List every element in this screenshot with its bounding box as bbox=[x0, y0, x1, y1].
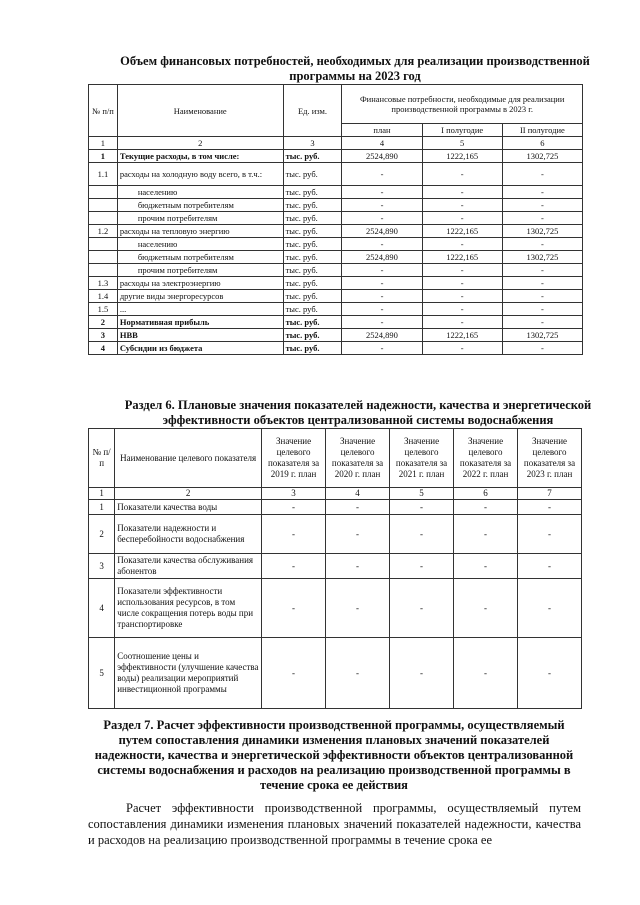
colnum: 5 bbox=[390, 488, 454, 500]
row-h2: - bbox=[502, 342, 582, 355]
header-2022: Значение целевого показателя за 2022 г. план bbox=[454, 429, 518, 488]
row-unit: тыс. руб. bbox=[283, 329, 342, 342]
row-name: Показатели качества воды bbox=[115, 500, 262, 515]
row-h2: - bbox=[502, 264, 582, 277]
row-h1: - bbox=[422, 303, 502, 316]
row-num: 3 bbox=[89, 329, 118, 342]
row-unit: тыс. руб. bbox=[283, 290, 342, 303]
row-h1: - bbox=[422, 264, 502, 277]
colnum: 3 bbox=[262, 488, 326, 500]
row-name: прочим потребителям bbox=[117, 212, 283, 225]
row-h2: - bbox=[502, 212, 582, 225]
row-h2: - bbox=[502, 163, 582, 186]
row-num: 1 bbox=[89, 500, 115, 515]
header-num: № п/ п bbox=[89, 429, 115, 488]
colnum: 4 bbox=[342, 137, 422, 150]
row-value: - bbox=[454, 579, 518, 638]
row-unit: тыс. руб. bbox=[283, 316, 342, 329]
table-row bbox=[89, 186, 583, 199]
row-h2: - bbox=[502, 199, 582, 212]
table-row bbox=[89, 303, 583, 316]
colnum-row bbox=[89, 488, 582, 500]
header-num: № п/п bbox=[89, 85, 118, 137]
row-unit: тыс. руб. bbox=[283, 251, 342, 264]
row-name: расходы на электроэнергию bbox=[117, 277, 283, 290]
row-num: 4 bbox=[89, 342, 118, 355]
row-h1: - bbox=[422, 163, 502, 186]
row-h1: - bbox=[422, 186, 502, 199]
row-value: - bbox=[454, 638, 518, 709]
row-num: 1.1 bbox=[89, 163, 118, 186]
table-row bbox=[89, 290, 583, 303]
row-unit: тыс. руб. bbox=[283, 163, 342, 186]
row-value: - bbox=[326, 638, 390, 709]
row-h2: - bbox=[502, 277, 582, 290]
row-h2: 1302,725 bbox=[502, 150, 582, 163]
row-name: Показатели эффективности использования ресурсов, в том числе сокращения потерь воды при транспортировке bbox=[115, 579, 262, 638]
row-h2: - bbox=[502, 290, 582, 303]
financial-needs-table bbox=[88, 84, 583, 355]
row-unit: тыс. руб. bbox=[283, 238, 342, 251]
row-h2: - bbox=[502, 303, 582, 316]
header-plan: план bbox=[342, 124, 422, 137]
row-plan: - bbox=[342, 264, 422, 277]
row-value: - bbox=[262, 579, 326, 638]
row-value: - bbox=[518, 579, 582, 638]
row-value: - bbox=[390, 638, 454, 709]
row-value: - bbox=[326, 579, 390, 638]
row-num: 1 bbox=[89, 150, 118, 163]
header-unit: Ед. изм. bbox=[283, 85, 342, 137]
row-name: населению bbox=[117, 238, 283, 251]
header-2023: Значение целевого показателя за 2023 г. план bbox=[518, 429, 582, 488]
colnum: 6 bbox=[454, 488, 518, 500]
row-num: 3 bbox=[89, 554, 115, 579]
colnum: 7 bbox=[518, 488, 582, 500]
section7-paragraph: Расчет эффективности производственной программы, осуществляемый путем сопоставления динамики изменения плановых значений показателей надежности, качества и расходов на реализацию производственной программы в течение срока ее bbox=[88, 801, 581, 847]
table-row bbox=[89, 264, 583, 277]
colnum: 3 bbox=[283, 137, 342, 150]
row-h2: - bbox=[502, 316, 582, 329]
row-name: бюджетным потребителям bbox=[117, 199, 283, 212]
row-value: - bbox=[518, 638, 582, 709]
row-plan: - bbox=[342, 342, 422, 355]
row-name: Показатели надежности и бесперебойности водоснабжения bbox=[115, 515, 262, 554]
table-row bbox=[89, 212, 583, 225]
row-name: прочим потребителям bbox=[117, 264, 283, 277]
row-name: ... bbox=[117, 303, 283, 316]
row-name: Нормативная прибыль bbox=[117, 316, 283, 329]
row-value: - bbox=[262, 500, 326, 515]
row-value: - bbox=[262, 638, 326, 709]
row-unit: тыс. руб. bbox=[283, 277, 342, 290]
row-h1: - bbox=[422, 199, 502, 212]
row-name: Соотношение цены и эффективности (улучшение качества воды) реализации мероприятий инвестиционной программы bbox=[115, 638, 262, 709]
table-row bbox=[89, 150, 583, 163]
table-row bbox=[89, 579, 582, 638]
row-h1: 1222,165 bbox=[422, 225, 502, 238]
header-2021: Значение целевого показателя за 2021 г. план bbox=[390, 429, 454, 488]
row-num: 1.3 bbox=[89, 277, 118, 290]
row-num bbox=[89, 199, 118, 212]
row-value: - bbox=[262, 554, 326, 579]
section7-title: Раздел 7. Расчет эффективности производственной программы, осуществляемый путем сопоставления динамики изменения плановых значений показателей надежности, качества и энергетической эффективности объектов централизованной системы водоснабжения и расходов на реализацию производственной программы в течение срока ее действия bbox=[94, 718, 574, 792]
row-h1: - bbox=[422, 342, 502, 355]
header-name: Наименование целевого показателя bbox=[115, 429, 262, 488]
table1-title: Объем финансовых потребностей, необходимых для реализации производственной программы на 2023 год bbox=[120, 54, 590, 83]
row-name: расходы на тепловую энергию bbox=[117, 225, 283, 238]
row-h2: - bbox=[502, 238, 582, 251]
row-value: - bbox=[390, 515, 454, 554]
row-value: - bbox=[262, 515, 326, 554]
row-h1: - bbox=[422, 277, 502, 290]
colnum: 6 bbox=[502, 137, 582, 150]
row-value: - bbox=[518, 554, 582, 579]
colnum: 2 bbox=[117, 137, 283, 150]
row-num: 2 bbox=[89, 515, 115, 554]
row-value: - bbox=[326, 554, 390, 579]
row-h1: - bbox=[422, 212, 502, 225]
row-num: 1.2 bbox=[89, 225, 118, 238]
row-h1: - bbox=[422, 290, 502, 303]
row-value: - bbox=[454, 515, 518, 554]
row-plan: 2524,890 bbox=[342, 329, 422, 342]
row-h1: 1222,165 bbox=[422, 150, 502, 163]
row-plan: - bbox=[342, 163, 422, 186]
header-h1: I полугодие bbox=[422, 124, 502, 137]
row-value: - bbox=[518, 515, 582, 554]
row-plan: - bbox=[342, 199, 422, 212]
row-value: - bbox=[390, 579, 454, 638]
row-num bbox=[89, 238, 118, 251]
colnum: 1 bbox=[89, 488, 115, 500]
row-unit: тыс. руб. bbox=[283, 212, 342, 225]
row-name: Текущие расходы, в том числе: bbox=[117, 150, 283, 163]
row-num bbox=[89, 212, 118, 225]
row-name: населению bbox=[117, 186, 283, 199]
indicators-table bbox=[88, 428, 582, 709]
row-plan: 2524,890 bbox=[342, 225, 422, 238]
row-plan: - bbox=[342, 290, 422, 303]
colnum: 2 bbox=[115, 488, 262, 500]
header-2019: Значение целевого показателя за 2019 г. план bbox=[262, 429, 326, 488]
table-row bbox=[89, 638, 582, 709]
row-value: - bbox=[390, 500, 454, 515]
row-name: расходы на холодную воду всего, в т.ч.: bbox=[117, 163, 283, 186]
colnum: 1 bbox=[89, 137, 118, 150]
row-name: другие виды энергоресурсов bbox=[117, 290, 283, 303]
row-plan: - bbox=[342, 238, 422, 251]
table-row bbox=[89, 329, 583, 342]
table-row bbox=[89, 277, 583, 290]
row-num: 2 bbox=[89, 316, 118, 329]
row-unit: тыс. руб. bbox=[283, 264, 342, 277]
row-plan: - bbox=[342, 277, 422, 290]
row-value: - bbox=[326, 500, 390, 515]
table-row bbox=[89, 342, 583, 355]
table-row bbox=[89, 225, 583, 238]
row-h2: 1302,725 bbox=[502, 225, 582, 238]
colnum: 5 bbox=[422, 137, 502, 150]
header-2020: Значение целевого показателя за 2020 г. план bbox=[326, 429, 390, 488]
table-row bbox=[89, 251, 583, 264]
row-plan: - bbox=[342, 303, 422, 316]
row-h1: - bbox=[422, 238, 502, 251]
colnum: 4 bbox=[326, 488, 390, 500]
row-value: - bbox=[518, 500, 582, 515]
row-unit: тыс. руб. bbox=[283, 186, 342, 199]
row-plan: 2524,890 bbox=[342, 150, 422, 163]
row-num: 1.5 bbox=[89, 303, 118, 316]
row-num bbox=[89, 264, 118, 277]
table-row bbox=[89, 163, 583, 186]
row-plan: - bbox=[342, 212, 422, 225]
row-name: Показатели качества обслуживания абонентов bbox=[115, 554, 262, 579]
row-value: - bbox=[454, 500, 518, 515]
table-row bbox=[89, 515, 582, 554]
row-unit: тыс. руб. bbox=[283, 303, 342, 316]
colnum-row bbox=[89, 137, 583, 150]
row-plan: - bbox=[342, 316, 422, 329]
row-value: - bbox=[326, 515, 390, 554]
row-h1: 1222,165 bbox=[422, 329, 502, 342]
table-row bbox=[89, 199, 583, 212]
row-unit: тыс. руб. bbox=[283, 150, 342, 163]
row-value: - bbox=[390, 554, 454, 579]
row-name: НВВ bbox=[117, 329, 283, 342]
row-num: 4 bbox=[89, 579, 115, 638]
row-plan: 2524,890 bbox=[342, 251, 422, 264]
header-name: Наименование bbox=[117, 85, 283, 137]
table-row bbox=[89, 500, 582, 515]
row-unit: тыс. руб. bbox=[283, 199, 342, 212]
row-unit: тыс. руб. bbox=[283, 225, 342, 238]
table-row bbox=[89, 316, 583, 329]
row-name: бюджетным потребителям bbox=[117, 251, 283, 264]
row-h2: 1302,725 bbox=[502, 251, 582, 264]
row-h1: 1222,165 bbox=[422, 251, 502, 264]
row-num: 1.4 bbox=[89, 290, 118, 303]
table-row bbox=[89, 238, 583, 251]
row-h2: - bbox=[502, 186, 582, 199]
header-h2: II полугодие bbox=[502, 124, 582, 137]
row-num bbox=[89, 186, 118, 199]
row-h1: - bbox=[422, 316, 502, 329]
section6-title: Раздел 6. Плановые значения показателей надежности, качества и энергетической эффективности объектов централизованной системы водоснабжения bbox=[124, 398, 592, 427]
table-row bbox=[89, 554, 582, 579]
row-plan: - bbox=[342, 186, 422, 199]
row-unit: тыс. руб. bbox=[283, 342, 342, 355]
row-name: Субсидии из бюджета bbox=[117, 342, 283, 355]
row-value: - bbox=[454, 554, 518, 579]
row-num bbox=[89, 251, 118, 264]
row-h2: 1302,725 bbox=[502, 329, 582, 342]
header-fin: Финансовые потребности, необходимые для реализации производственной программы в 2023 г. bbox=[342, 85, 583, 124]
row-num: 5 bbox=[89, 638, 115, 709]
